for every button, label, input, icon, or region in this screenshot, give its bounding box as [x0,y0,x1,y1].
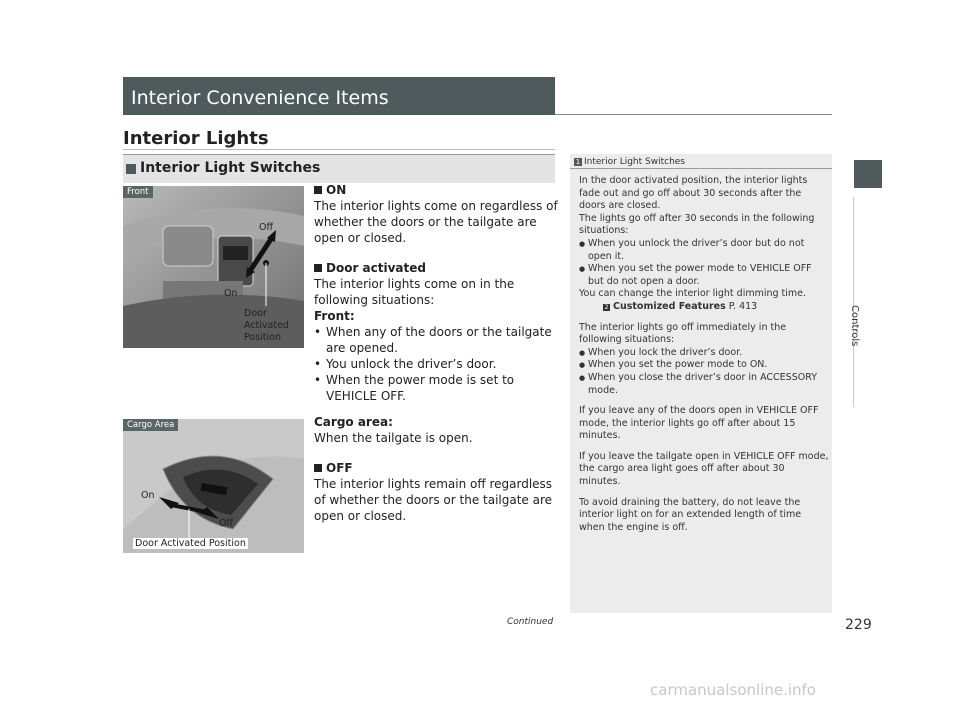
figure-tag-cargo: Cargo Area [123,419,178,431]
side-note-body [579,175,829,534]
side-note-title: 1 Interior Light Switches [575,157,685,167]
cargo-label: Cargo area: [314,415,393,429]
side-bullet: ● When you lock the driver’s door. [579,347,829,360]
cargo-label-on: On [141,490,155,501]
side-para: To avoid draining the battery, do not leave the interior light on for an extended length of time when the engine is off. [579,496,802,533]
label-door-2: Activated [244,320,289,331]
side-para: If you leave any of the doors open in VEHICLE OFF mode, the interior lights go off after about 15 minutes. [579,405,819,442]
off-heading: OFF [314,460,559,476]
watermark: carmanualsonline.info [650,681,816,699]
heading-rule [123,149,555,150]
off-text: The interior lights remain off regardless of whether the doors or the tailgate are open or closed. [314,477,553,523]
page-number: 229 [845,617,872,633]
note-marker-icon: 1 [575,157,581,166]
side-note-rule [570,168,832,169]
chapter-tab [854,160,882,188]
cargo-label-door: Door Activated Position [135,538,246,549]
main-text-top [314,182,559,404]
section-title-bar [123,77,555,115]
cargo-light-figure [123,419,304,553]
label-door-3: Position [244,332,281,343]
main-text-bottom [314,414,559,524]
front-label: Front: [314,309,355,323]
bullet-square-icon [314,186,322,194]
side-para: The lights go off after 30 seconds in the following situations: [579,212,815,237]
side-bullet: ● When you unlock the driver’s door but do not open it. [579,238,829,263]
page-heading: Interior Lights [123,128,269,149]
on-heading: ON [314,182,559,198]
side-bullet: ● When you set the power mode to ON. [579,359,829,372]
side-para: If you leave the tailgate open in VEHICLE OFF mode, the cargo area light goes off after about 30 minutes. [579,450,829,488]
on-text: The interior lights come on regardless of whether the doors or the tailgate are open or closed. [314,199,558,245]
front-light-figure [123,186,304,348]
front-bullet: • You unlock the driver’s door. [314,356,559,372]
side-note-box [570,154,832,613]
section-title: Interior Convenience Items [131,87,389,109]
side-bullet: ● When you set the power mode to VEHICLE OFF but do not open a door. [579,263,829,288]
subheading: Interior Light Switches [140,160,321,176]
cargo-light-illustration [123,419,304,553]
subheading-square-icon [126,164,136,174]
reference-arrow-icon: 2 [604,303,609,311]
side-bullet: ● When you close the driver’s door in ACCESSORY mode. [579,372,829,397]
door-text: The interior lights come on in the following situations: [314,277,515,307]
subheading-bar [123,154,555,183]
side-para: You can change the interior light dimming time. [579,288,807,300]
label-off: Off [259,222,274,233]
chapter-label: Controls [849,305,860,347]
cargo-label-off: Off [219,518,234,529]
label-door-1: Door [244,308,267,319]
cargo-text: When the tailgate is open. [314,431,473,445]
top-rule [555,114,832,115]
label-on: On [224,288,238,299]
door-heading: Door activated [314,260,559,276]
front-bullet: • When the power mode is set to VEHICLE OFF. [314,372,559,404]
chapter-rule [853,197,854,407]
front-bullet: • When any of the doors or the tailgate are opened. [314,324,559,356]
bullet-square-icon [314,264,322,272]
bullet-square-icon [314,464,322,472]
figure-tag-front: Front [123,186,153,198]
side-para: The interior lights go off immediately in the following situations: [579,321,787,346]
continued-label: Continued [507,617,554,627]
side-para: In the door activated position, the interior lights fade out and go off about 30 seconds after the doors are closed. [579,175,808,212]
side-reference[interactable]: 2 Customized Features P. 413 [604,300,758,312]
